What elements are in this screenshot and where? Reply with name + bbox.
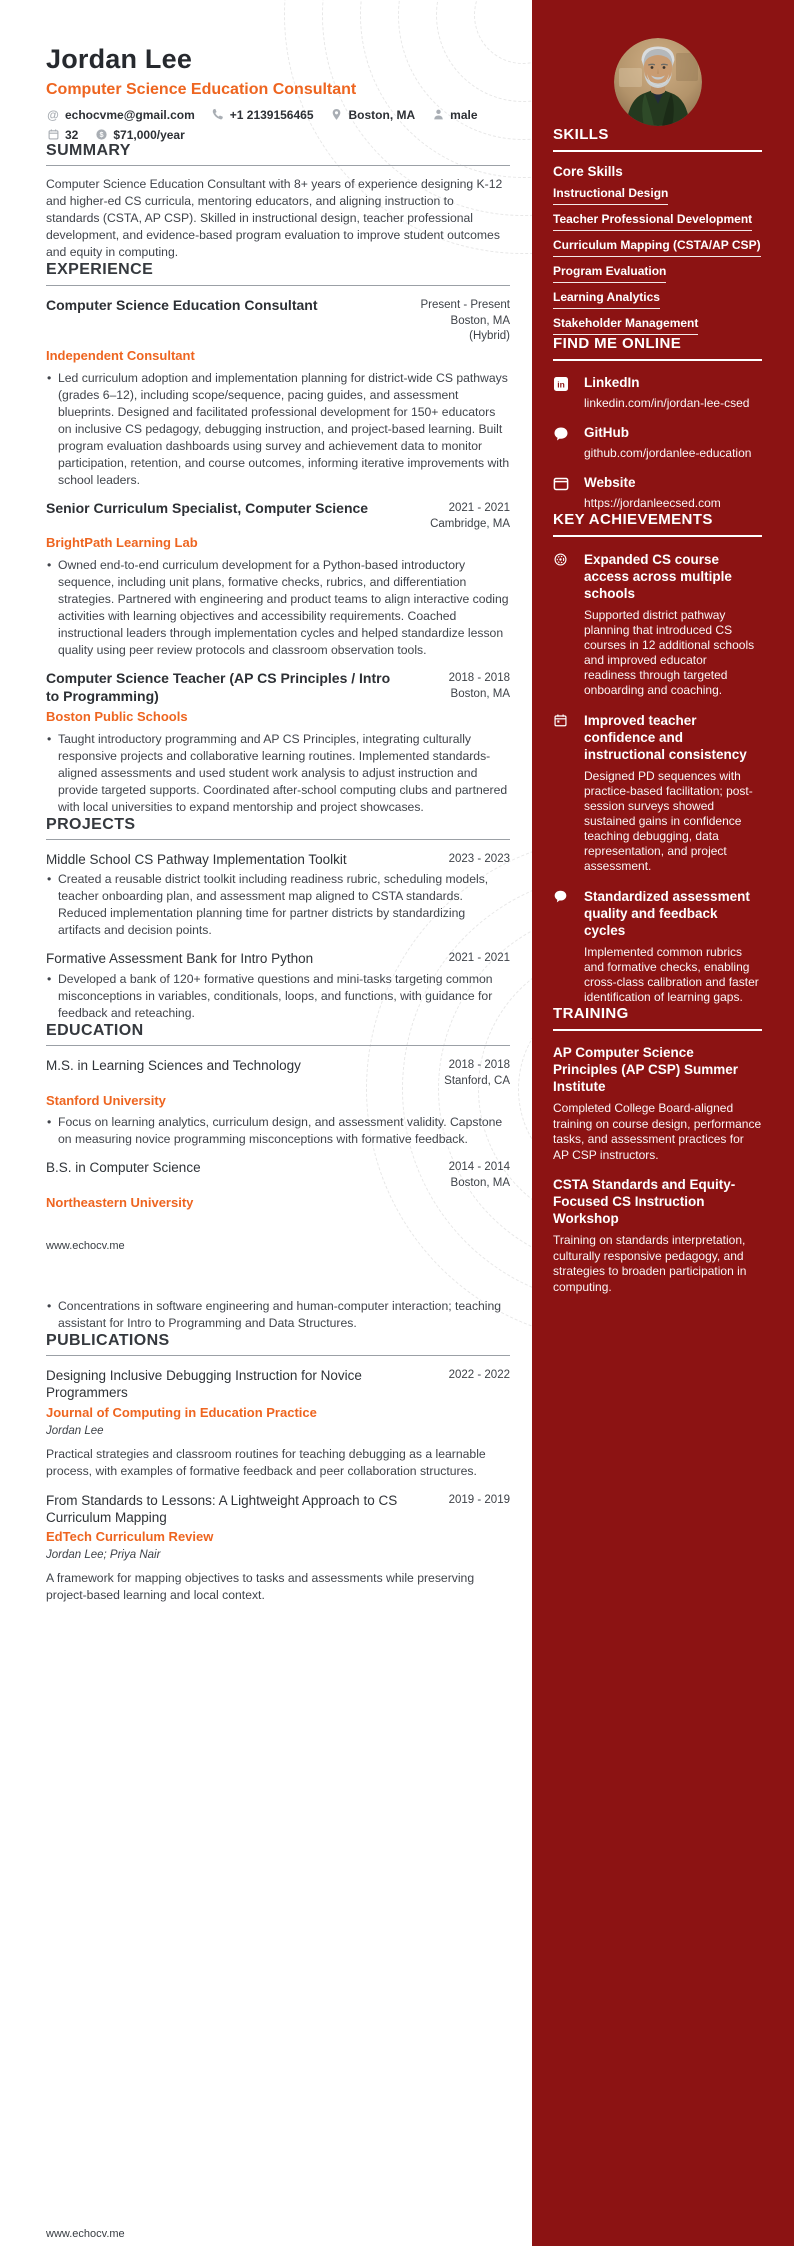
job-bullet: • Led curriculum adoption and implementation planning for district-wide CS pathways (grades 6–12), including scope/sequence, pacing guides, and assessment blueprints. Designed and facilitated professional development for 150+ educators on inclusive CS pedagogy, debugging instruction, and project-based learning. Built program evaluation dashboards using survey and achievement data to monitor participation, retention, and course outcomes, informing iterative improvements with school leaders. — [58, 370, 510, 489]
school-name: Northeastern University — [46, 1194, 194, 1210]
publication-dates: 2019 - 2019 — [448, 1493, 510, 1506]
section-divider — [46, 285, 510, 286]
find-me-online-heading: FIND ME ONLINE — [553, 335, 682, 352]
achievement-title: Improved teacher confidence and instructional consistency — [584, 713, 747, 762]
education-dates: 2014 - 2014 — [448, 1161, 510, 1174]
publication-description: A framework for mapping objectives to tasks and assessments while preserving project-based learning and local context. — [46, 1571, 475, 1603]
contact-gender — [431, 108, 477, 122]
achievement-description: Supported district pathway planning that introduced CS courses in 12 additional schools and improved educator readiness through targeted onboarding and coaching. — [584, 608, 755, 697]
chat-bubble-icon — [553, 889, 568, 904]
social-link-url[interactable]: linkedin.com/in/jordan-lee-csed — [584, 396, 750, 410]
page-footer-url[interactable]: www.echocv.me — [46, 1239, 125, 1252]
dotted-circle-decoration — [518, 988, 532, 1190]
achievement-description: Implemented common rubrics and formative checks, enabling cross-class calibration and faster identification of learning gaps. — [584, 945, 759, 1004]
sidebar-divider — [553, 359, 762, 361]
location-icon — [330, 108, 344, 122]
project-title: Formative Assessment Bank for Intro Python — [46, 951, 314, 967]
training-description: Completed College Board-aligned training on course design, performance tasks, and assessment practices for AP CSP instructors. — [553, 1101, 762, 1162]
company-name: Boston Public Schools — [46, 708, 188, 724]
experience-entry — [46, 500, 510, 659]
journal-name: Journal of Computing in Education Practice — [46, 1404, 317, 1420]
education-section — [46, 1022, 510, 1212]
education-heading: EDUCATION — [46, 1021, 144, 1039]
key-achievements-section — [553, 511, 762, 1005]
job-dates: 2021 - 2021 — [448, 501, 510, 514]
education-location: Stanford, CA — [444, 1074, 510, 1087]
training-heading: TRAINING — [553, 1005, 629, 1022]
publication-authors: Jordan Lee; Priya Nair — [46, 1549, 161, 1562]
publication-entry — [46, 1367, 510, 1479]
training-item — [553, 1176, 762, 1295]
job-title: Senior Curriculum Specialist, Computer Science — [46, 499, 369, 516]
job-title: Computer Science Teacher (AP CS Principles / Intro to Programming) — [46, 669, 391, 704]
gender-icon — [431, 108, 445, 122]
experience-heading: EXPERIENCE — [46, 261, 154, 279]
training-item — [553, 1044, 762, 1163]
job-dates: Present - Present — [420, 298, 510, 311]
achievement-item — [553, 712, 762, 874]
project-dates: 2021 - 2021 — [448, 952, 510, 965]
project-dates: 2023 - 2023 — [448, 853, 510, 866]
experience-entry — [46, 297, 510, 489]
contact-location — [330, 108, 416, 122]
project-bullet: • Created a reusable district toolkit including readiness rubric, scheduling models, teacher onboarding plan, and assessment map aligned to CSTA standards. Reduced implementation planning time for partner districts by standardizing artifacts and decision points. — [58, 871, 510, 939]
social-link-label[interactable]: Website — [584, 475, 636, 490]
skill-item: Learning Analytics — [553, 290, 660, 309]
publication-description: Practical strategies and classroom routines for teaching debugging as a learnable process, with examples of formative feedback and peer collaboration structures. — [46, 1446, 486, 1478]
job-title: Computer Science Education Consultant — [46, 296, 318, 313]
contact-email — [46, 108, 195, 122]
target-icon — [553, 552, 568, 567]
contact-row — [46, 108, 510, 142]
project-title: Middle School CS Pathway Implementation Toolkit — [46, 852, 347, 868]
degree-title: B.S. in Computer Science — [46, 1160, 201, 1176]
key-achievements-heading: KEY ACHIEVEMENTS — [553, 511, 713, 528]
degree-title: M.S. in Learning Sciences and Technology — [46, 1057, 301, 1073]
company-name: BrightPath Learning Lab — [46, 535, 198, 551]
education-dates: 2018 - 2018 — [448, 1058, 510, 1071]
github-icon — [553, 426, 569, 442]
contact-salary-text: $71,000/year — [113, 127, 185, 142]
email-icon: @ — [47, 107, 59, 122]
projects-section — [46, 816, 510, 1022]
skills-section — [553, 126, 762, 335]
education-entry — [46, 1057, 510, 1148]
project-entry — [46, 950, 510, 1021]
experience-section — [46, 261, 510, 815]
projects-heading: PROJECTS — [46, 815, 136, 833]
contact-phone — [211, 108, 314, 122]
contact-age-text: 32 — [65, 127, 79, 142]
social-link-github — [553, 424, 762, 461]
publication-authors: Jordan Lee — [46, 1424, 104, 1437]
linkedin-icon — [553, 376, 569, 392]
sidebar-divider — [553, 535, 762, 537]
social-link-website — [553, 474, 762, 511]
achievement-item — [553, 888, 762, 1005]
job-location: Boston, MA (Hybrid) — [450, 314, 510, 343]
training-description: Training on standards interpretation, culturally responsive pedagogy, and strategies to broaden participation in computing. — [553, 1233, 747, 1294]
school-name: Stanford University — [46, 1092, 166, 1108]
profile-photo — [614, 38, 702, 126]
education-entry — [46, 1159, 510, 1211]
achievement-title: Standardized assessment quality and feedback cycles — [584, 889, 750, 938]
achievement-item — [553, 551, 762, 698]
education-bullet: • Concentrations in software engineering and human-computer interaction; teaching assistant for Intro to Programming and Data Structures. — [58, 1298, 510, 1332]
phone-icon — [211, 108, 225, 122]
skill-item: Curriculum Mapping (CSTA/AP CSP) — [553, 238, 761, 257]
experience-entry — [46, 670, 510, 816]
avatar-illustration — [614, 38, 702, 126]
contact-location-text: Boston, MA — [348, 107, 416, 122]
salary-icon — [94, 128, 108, 142]
summary-heading: SUMMARY — [46, 141, 131, 159]
publications-section — [46, 1332, 510, 1604]
contact-phone-text: +1 2139156465 — [229, 107, 314, 122]
skill-group-label: Core Skills — [553, 164, 623, 179]
professional-title: Computer Science Education Consultant — [46, 80, 357, 98]
contact-gender-text: male — [450, 107, 478, 122]
education-bullet: • Focus on learning analytics, curriculum design, and assessment validity. Capstone on measuring novice programming misconceptions with formative feedback. — [58, 1114, 510, 1148]
website-icon — [553, 476, 569, 492]
section-divider — [46, 839, 510, 840]
age-icon — [46, 128, 60, 142]
project-entry — [46, 851, 510, 939]
skill-item: Program Evaluation — [553, 264, 666, 283]
svg-text:$: $ — [99, 130, 104, 140]
section-divider — [46, 165, 510, 166]
section-divider — [46, 1045, 510, 1046]
calendar-badge-icon — [553, 713, 568, 728]
skill-item: Instructional Design — [553, 186, 668, 205]
summary-section — [46, 142, 510, 261]
section-divider — [46, 1355, 510, 1356]
project-bullet: • Developed a bank of 120+ formative questions and mini-tasks targeting common misconceptions in variables, conditionals, loops, and functions, with guidance for feedback and reteaching. — [58, 971, 510, 1022]
journal-name: EdTech Curriculum Review — [46, 1529, 214, 1545]
contact-salary — [94, 128, 184, 142]
social-link-linkedin — [553, 374, 762, 411]
page-footer-url[interactable]: www.echocv.me — [46, 2228, 125, 2240]
education-continuation — [46, 1298, 510, 1332]
social-link-url[interactable]: https://jordanleecsed.com — [584, 496, 721, 510]
sidebar-divider — [553, 150, 762, 152]
skill-item: Teacher Professional Development — [553, 212, 752, 231]
education-location: Boston, MA — [450, 1177, 510, 1190]
social-link-label[interactable]: GitHub — [584, 425, 629, 440]
publication-title: From Standards to Lessons: A Lightweight Approach to CS Curriculum Mapping — [46, 1492, 398, 1526]
job-dates: 2018 - 2018 — [448, 671, 510, 684]
publication-title: Designing Inclusive Debugging Instruction for Novice Programmers — [46, 1368, 362, 1401]
publications-heading: PUBLICATIONS — [46, 1331, 170, 1349]
job-bullet: • Owned end-to-end curriculum development for a Python-based introductory sequence, including unit plans, formative checks, rubrics, and differentiation strategies. Partnered with engineering and product teams to align interactive coding activities with learning objectives and accessibility requirements. Coached instructional leaders through implementation cycles and helped standardize lesson quality using peer review protocols and classroom observation tools. — [58, 557, 510, 659]
training-section — [553, 1005, 762, 1295]
svg-text:in: in — [557, 379, 565, 390]
job-bullet: • Taught introductory programming and AP CS Principles, integrating culturally responsive projects and collaborative learning routines. Implemented standards-aligned assessments and used student work analysis to adjust instruction and provide targeted supports. Coordinated after-school computing clubs and partnered with local universities to expand mentorship and project showcases. — [58, 731, 510, 816]
job-location: Cambridge, MA — [430, 517, 510, 530]
social-link-url[interactable]: github.com/jordanlee-education — [584, 446, 752, 460]
training-title: CSTA Standards and Equity-Focused CS Instruction Workshop — [553, 1177, 736, 1226]
page-title: Jordan Lee — [46, 44, 193, 74]
sidebar — [532, 0, 794, 2246]
publication-entry — [46, 1492, 510, 1604]
job-location: Boston, MA — [450, 687, 510, 700]
contact-age — [46, 128, 78, 142]
skills-heading: SKILLS — [553, 126, 609, 143]
training-title: AP Computer Science Principles (AP CSP) Summer Institute — [553, 1045, 739, 1094]
publication-dates: 2022 - 2022 — [448, 1369, 510, 1382]
contact-email-text: echocvme@gmail.com — [65, 107, 195, 122]
sidebar-divider — [553, 1029, 762, 1031]
skill-item: Stakeholder Management — [553, 316, 698, 335]
find-me-online-section — [553, 335, 762, 511]
achievement-description: Designed PD sequences with practice-based facilitation; post-session surveys showed sustained gains in confidence teaching debugging, data representation, and project assessment. — [584, 769, 753, 873]
achievement-title: Expanded CS course access across multiple schools — [584, 552, 732, 601]
summary-text: Computer Science Education Consultant with 8+ years of experience designing K-12 and higher-ed CS curricula, mentoring educators, and aligning instruction to standards (CSTA, AP CSP). Skilled in instructional design, teacher professional development, and evidence-based program evaluation to improve student outcomes and equity in computing. — [46, 177, 503, 260]
company-name: Independent Consultant — [46, 347, 195, 363]
social-link-label[interactable]: LinkedIn — [584, 375, 640, 390]
